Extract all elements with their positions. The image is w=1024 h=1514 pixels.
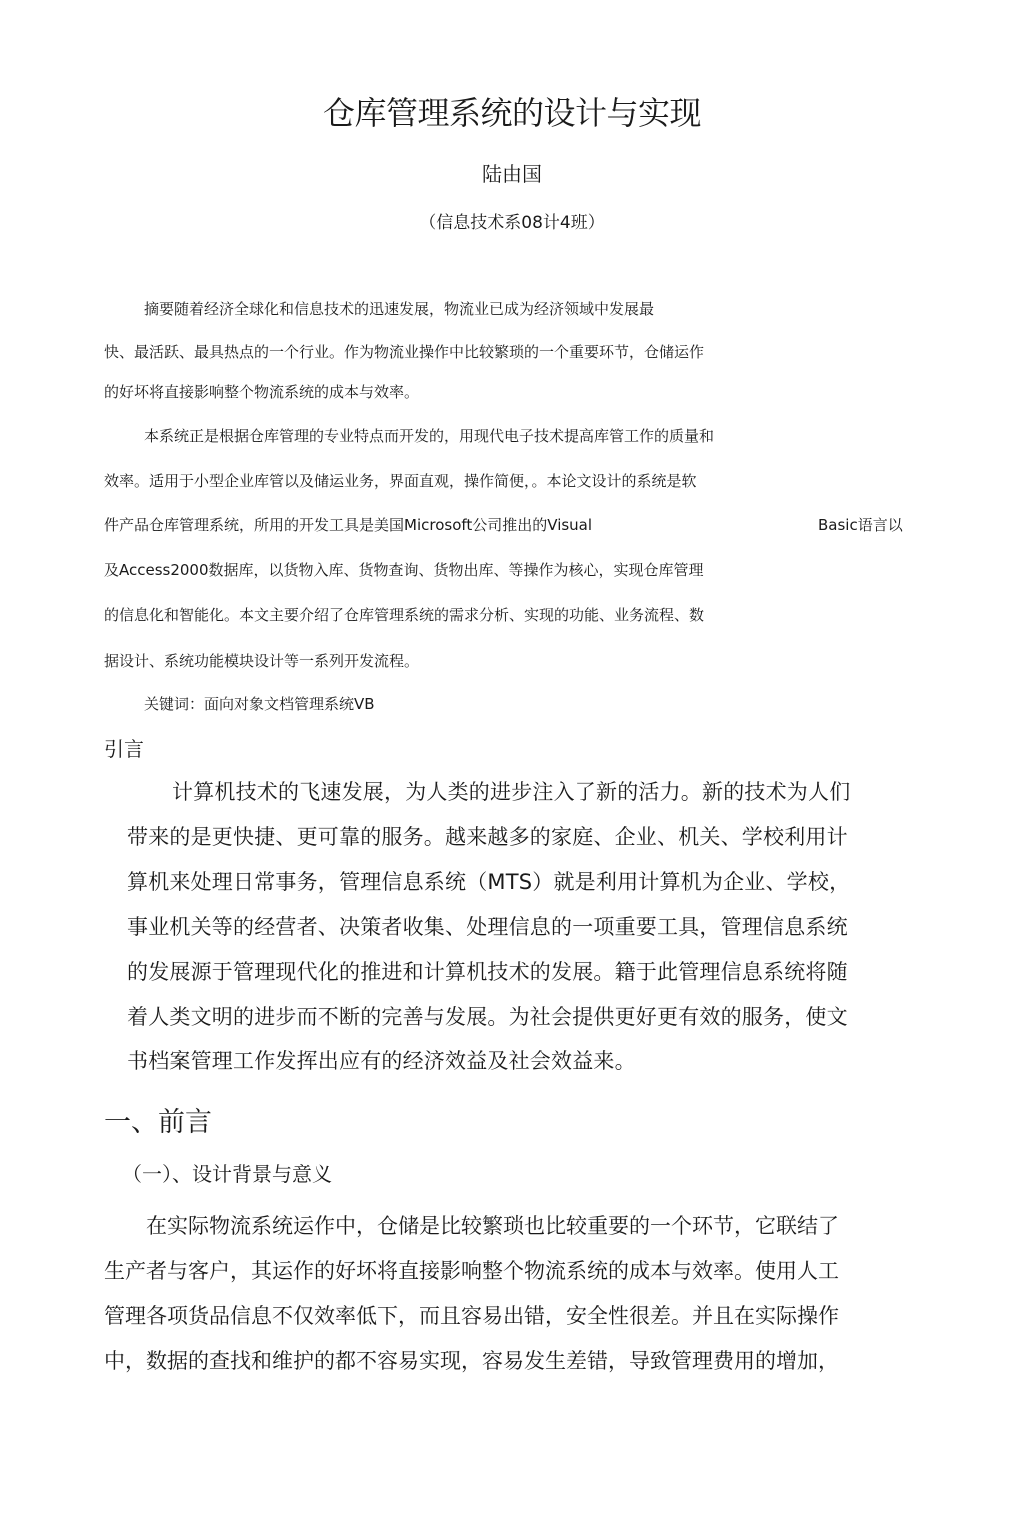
intro-line: 着人类文明的进步而不断的完善与发展。为社会提供更好更有效的服务，使文: [127, 1005, 848, 1029]
intro-line: 书档案管理工作发挥出应有的经济效益及社会效益来。: [127, 1049, 636, 1073]
section-heading: 一、前言: [104, 1107, 212, 1138]
abstract-line: 本系统正是根据仓库管理的专业特点而开发的，用现代电子技术提高库管工作的质量和: [144, 427, 715, 445]
intro-line: 计算机技术的飞速发展，为人类的进步注入了新的活力。新的技术为人们: [172, 780, 851, 804]
section-line: 生产者与客户，其运作的好坏将直接影响整个物流系统的成本与效率。使用人工: [104, 1259, 839, 1283]
document-title: 仓库管理系统的设计与实现: [322, 94, 701, 132]
section-line: 中，数据的查找和维护的都不容易实现，容易发生差错，导致管理费用的增加，: [104, 1349, 839, 1373]
intro-line: 算机来处理日常事务，管理信息系统（MTS）就是利用计算机为企业、学校，: [127, 870, 851, 894]
keywords-line: 关键词：面向对象文档管理系统VB: [144, 695, 375, 713]
abstract-line: 的信息化和智能化。本文主要介绍了仓库管理系统的需求分析、实现的功能、业务流程、数: [104, 606, 705, 624]
subsection-heading: （一）、设计背景与意义: [122, 1162, 332, 1186]
abstract-line: 及Access2000数据库，以货物入库、货物查询、货物出库、等操作为核心，实现仓库管理: [104, 561, 704, 579]
intro-line: 的发展源于管理现代化的推进和计算机技术的发展。籍于此管理信息系统将随: [127, 960, 848, 984]
abstract-line: 件产品仓库管理系统，所用的开发工具是美国Microsoft公司推出的Visual: [104, 516, 593, 534]
abstract-line: 据设计、系统功能模块设计等一系列开发流程。: [104, 652, 420, 670]
abstract-line: 快、最活跃、最具热点的一个行业。作为物流业操作中比较繁琐的一个重要环节，仓储运作: [104, 343, 705, 361]
section-line: 在实际物流系统运作中，仓储是比较繁琐也比较重要的一个环节，它联结了: [146, 1214, 839, 1238]
intro-heading: 引言: [104, 737, 144, 761]
abstract-line: 效率。适用于小型企业库管以及储运业务，界面直观，操作简便，。本论文设计的系统是软: [104, 472, 697, 490]
abstract-line: Basic语言以: [818, 516, 903, 534]
intro-line: 事业机关等的经营者、决策者收集、处理信息的一项重要工具，管理信息系统: [127, 915, 848, 939]
abstract-line: 的好坏将直接影响整个物流系统的成本与效率。: [104, 383, 420, 401]
author-name: 陆由国: [482, 162, 542, 186]
abstract-line: 摘要随着经济全球化和信息技术的迅速发展，物流业已成为经济领域中发展最: [144, 300, 655, 318]
intro-line: 带来的是更快捷、更可靠的服务。越来越多的家庭、企业、机关、学校利用计: [127, 825, 848, 849]
author-affiliation: （信息技术系08计4班）: [419, 213, 605, 233]
section-line: 管理各项货品信息不仅效率低下，而且容易出错，安全性很差。并且在实际操作: [104, 1304, 839, 1328]
